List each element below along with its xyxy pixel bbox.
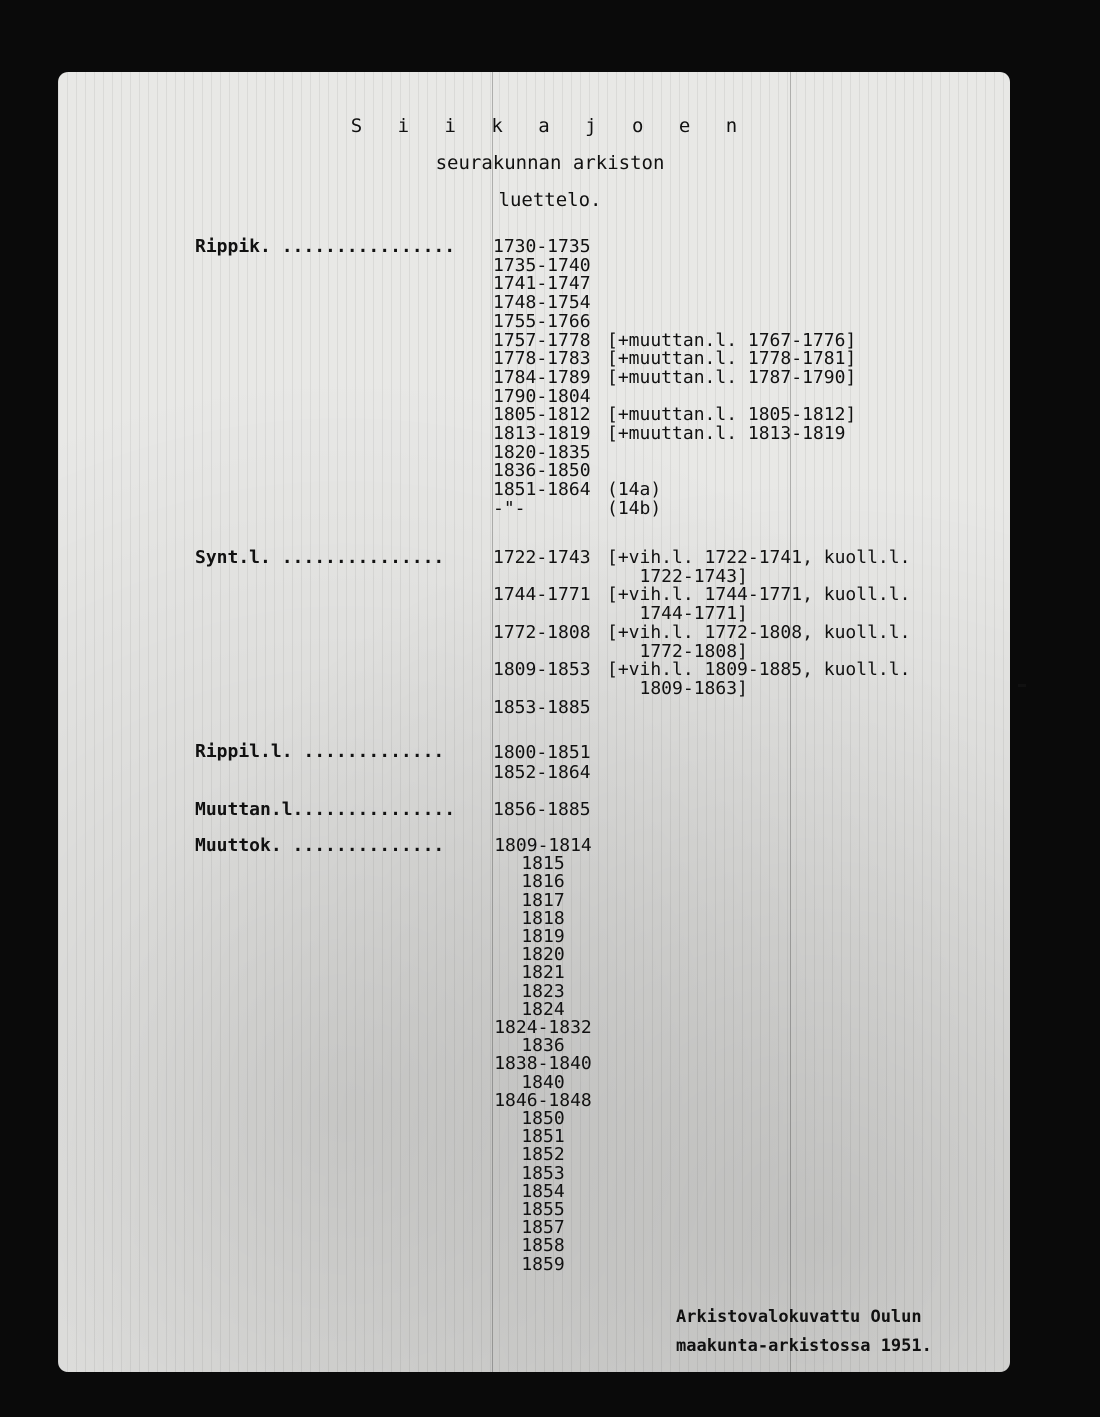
note-entry	[607, 294, 856, 313]
note-entry	[607, 699, 910, 718]
note-entry: 1722-1743]	[607, 565, 748, 587]
year-entry: 1851	[521, 1126, 565, 1148]
year-entry: 1816	[521, 871, 565, 893]
year-entry: 1836	[521, 1035, 565, 1057]
year-entry: 1846-1848	[494, 1089, 592, 1111]
margin-mark	[1018, 684, 1026, 687]
note-entry: [+vih.l. 1722-1741, kuoll.l.	[607, 547, 911, 568]
document-title: S i i k a j o e n	[350, 115, 750, 137]
year-entry: 1778-1783	[493, 348, 591, 370]
year-entry	[493, 680, 591, 699]
year-entry: 1735-1740	[493, 254, 591, 276]
year-entry: 1858	[521, 1235, 565, 1257]
document-subtitle: seurakunnan arkiston	[435, 152, 665, 174]
year-entry: 1722-1743	[493, 547, 591, 568]
note-entry: 1809-1863]	[607, 677, 748, 699]
year-entry: 1820	[521, 944, 565, 966]
document-subtitle-2: luettelo.	[498, 189, 602, 211]
year-entry: 1824	[521, 998, 565, 1020]
year-entry: 1854	[521, 1180, 565, 1202]
note-entry: [+vih.l. 1772-1808, kuoll.l.	[607, 621, 911, 643]
year-entry: 1853-1885	[493, 696, 591, 718]
year-entry: 1809-1853	[493, 659, 591, 681]
year-entry: 1852	[521, 1144, 565, 1166]
year-list-rippill	[493, 743, 591, 783]
section-label-muuttok: Muuttok. ..............	[195, 835, 445, 856]
section-label-muuttanl: Muuttan.l...............	[195, 799, 456, 820]
year-entry: 1840	[521, 1071, 565, 1093]
year-entry	[493, 605, 591, 624]
year-entry: 1813-1819	[493, 423, 591, 445]
note-entry: [+muuttan.l. 1767-1776]	[607, 329, 857, 351]
note-entry: (14b)	[607, 497, 662, 519]
year-entry: 1851-1864	[493, 479, 591, 501]
year-entry: 1757-1778	[493, 329, 591, 351]
note-entry	[607, 257, 856, 276]
section-label-rippill: Rippil.l. .............	[195, 741, 445, 762]
note-entry: [+muuttan.l. 1787-1790]	[607, 366, 857, 388]
stamp-line-2: maakunta-arkistossa 1951.	[676, 1336, 932, 1356]
year-entry: 1772-1808	[493, 621, 591, 643]
year-entry: 1809-1814	[494, 835, 592, 856]
year-entry: 1855	[521, 1199, 565, 1221]
year-entry: 1815	[521, 853, 565, 875]
year-entry: 1819	[521, 926, 565, 948]
year-entry: 1790-1804	[493, 385, 591, 407]
note-entry: 1744-1771]	[607, 603, 748, 625]
year-list-muuttok	[493, 837, 593, 1274]
year-entry: -"-	[493, 497, 526, 519]
year-entry: 1857	[521, 1217, 565, 1239]
note-entry	[607, 275, 856, 294]
year-entry: 1805-1812	[493, 404, 591, 426]
year-entry: 1748-1754	[493, 292, 591, 314]
note-entry: [+vih.l. 1809-1885, kuoll.l.	[607, 659, 911, 681]
stamp-line-1: Arkistovalokuvattu Oulun	[676, 1307, 922, 1327]
year-entry: 1744-1771	[493, 584, 591, 606]
year-entry: 1730-1735	[493, 236, 591, 257]
archive-stamp	[676, 1303, 932, 1361]
year-entry: 1859	[521, 1253, 565, 1275]
note-entry: 1772-1808]	[607, 640, 748, 662]
year-entry: 1820-1835	[493, 441, 591, 463]
section-label-rippik: Rippik. ................	[195, 236, 456, 257]
note-entry: [+muuttan.l. 1805-1812]	[607, 404, 857, 426]
note-entry: [+vih.l. 1744-1771, kuoll.l.	[607, 584, 911, 606]
year-list-rippik	[493, 238, 591, 519]
year-entry: 1741-1747	[493, 273, 591, 295]
year-entry: 1850	[521, 1108, 565, 1130]
year-entry: 1800-1851	[493, 742, 591, 763]
year-entry: 1852-1864	[493, 762, 591, 783]
note-entry	[607, 444, 856, 463]
note-list-rippik	[607, 238, 856, 519]
year-list-syntl	[493, 549, 591, 717]
year-entry: 1755-1766	[493, 310, 591, 332]
year-entry: 1817	[521, 889, 565, 911]
note-entry: (14a)	[607, 479, 662, 501]
year-entry: 1838-1840	[494, 1053, 592, 1075]
year-entry: 1856-1885	[493, 799, 591, 820]
section-label-syntl: Synt.l. ...............	[195, 547, 445, 568]
year-entry: 1836-1850	[493, 460, 591, 482]
year-entry: 1818	[521, 907, 565, 929]
note-entry: [+muuttan.l. 1813-1819	[607, 423, 846, 445]
note-list-syntl	[607, 549, 910, 717]
year-entry: 1823	[521, 980, 565, 1002]
year-entry: 1784-1789	[493, 366, 591, 388]
note-entry	[607, 238, 856, 257]
note-entry	[607, 313, 856, 332]
year-entry: 1824-1832	[494, 1017, 592, 1039]
note-entry: [+muuttan.l. 1778-1781]	[607, 348, 857, 370]
year-entry: 1853	[521, 1162, 565, 1184]
year-list-muuttanl	[493, 801, 591, 820]
year-entry: 1821	[521, 962, 565, 984]
